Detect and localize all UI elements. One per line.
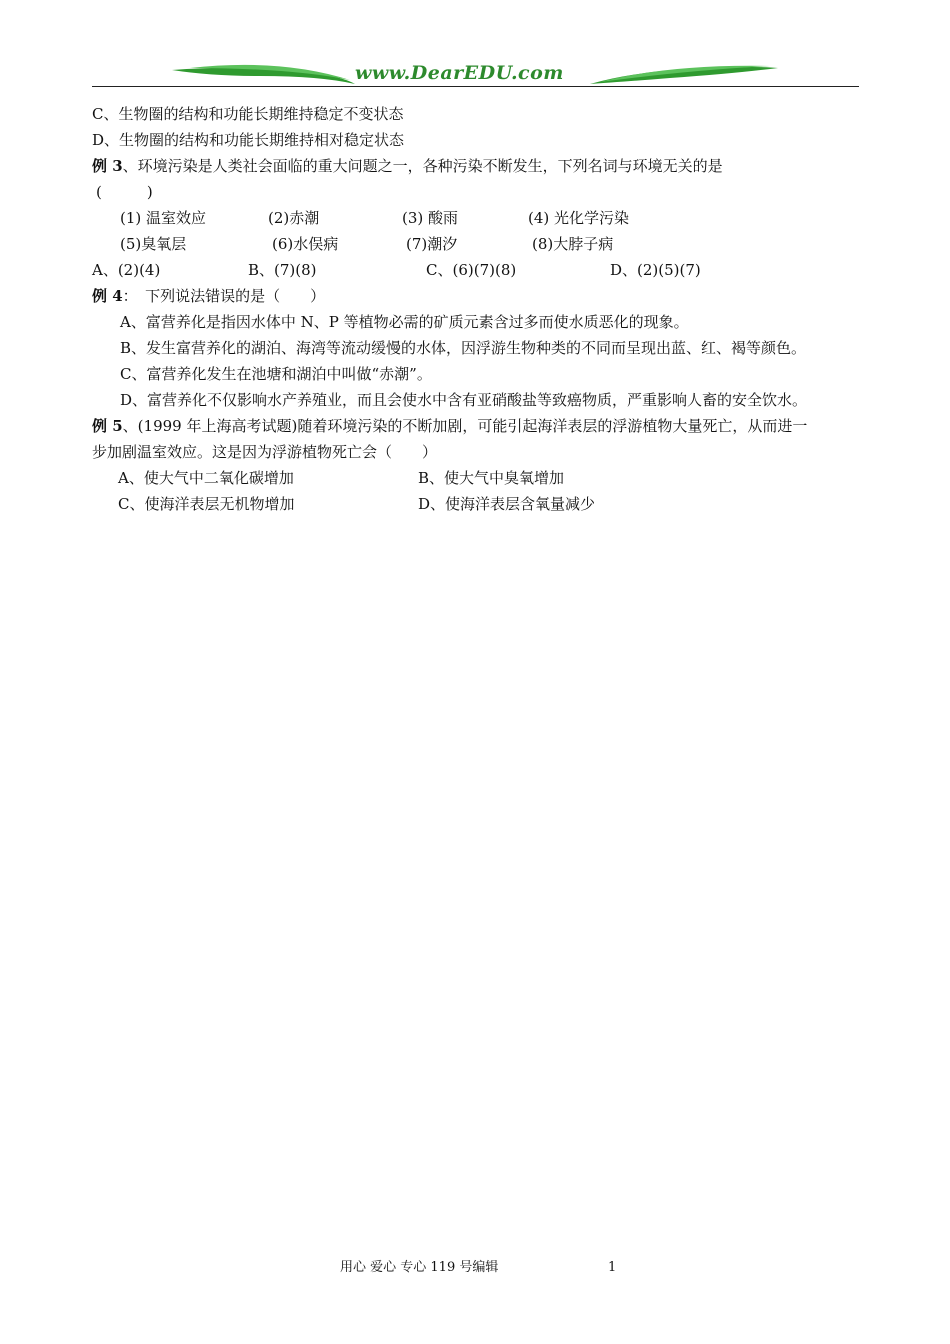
question-4-label: 例 4 [92, 287, 123, 305]
q4-option-b: B、发生富营养化的湖泊、海湾等流动缓慢的水体，因浮游生物种类的不同而呈现出蓝、红、褐等颜色。 [120, 339, 807, 357]
question-4-text: ： 下列说法错误的是（ ） [122, 287, 326, 305]
q4-option-a: A、富营养化是指因水体中 N、P 等植物必需的矿质元素含过多而使水质恶化的现象。 [120, 313, 689, 331]
q5-option-d: D、使海洋表层含氧量减少 [418, 495, 596, 513]
option-d-prev: D、生物圈的结构和功能长期维持相对稳定状态 [92, 131, 405, 149]
option-c-prev: C、生物圈的结构和功能长期维持稳定不变状态 [92, 105, 404, 123]
q3-option-b: B、(7)(8) [248, 261, 317, 279]
q5-option-b: B、使大气中臭氧增加 [418, 469, 565, 487]
q3-item-5: (5)臭氧层 [120, 235, 187, 253]
q3-option-c: C、(6)(7)(8) [426, 261, 517, 279]
header-rule [92, 86, 859, 87]
question-5-text-1: 、(1999 年上海高考试题)随着环境污染的不断加剧，可能引起海洋表层的浮游植物大量死亡，从而进一 [122, 417, 808, 435]
q5-option-a: A、使大气中二氧化碳增加 [118, 469, 294, 487]
footer-note: 用心 爱心 专心 119 号编辑 [340, 1260, 499, 1275]
q4-option-c: C、富营养化发生在池塘和湖泊中叫做“赤潮”。 [120, 365, 432, 383]
q3-item-4: (4) 光化学污染 [528, 209, 630, 227]
question-3-text: 、环境污染是人类社会面临的重大问题之一，各种污染不断发生，下列名词与环境无关的是 [122, 157, 723, 175]
question-3-label: 例 3 [92, 157, 123, 175]
q3-option-d: D、(2)(5)(7) [610, 261, 701, 279]
question-3 [92, 156, 859, 176]
q3-item-3: (3) 酸雨 [402, 209, 459, 227]
question-5-line-2: 步加剧温室效应。这是因为浮游植物死亡会（ ） [92, 443, 438, 461]
q3-item-8: (8)大脖子病 [532, 235, 614, 253]
question-4 [92, 286, 325, 306]
page-number: 1 [608, 1260, 617, 1275]
q3-option-a: A、(2)(4) [92, 261, 161, 279]
q5-option-c: C、使海洋表层无机物增加 [118, 495, 295, 513]
question-3-paren: ( ) [96, 183, 153, 201]
q3-item-1: (1) 温室效应 [120, 209, 207, 227]
q3-item-6: (6)水俣病 [272, 235, 339, 253]
q3-item-2: (2)赤潮 [268, 209, 320, 227]
header-logo-text: www.DearEDU.com [355, 62, 564, 84]
question-5-label: 例 5 [92, 417, 123, 435]
question-5-line-1 [92, 416, 807, 436]
q3-item-7: (7)潮汐 [406, 235, 458, 253]
q4-option-d: D、富营养化不仅影响水产养殖业，而且会使水中含有亚硝酸盐等致癌物质，严重影响人畜的安全饮水。 [120, 391, 808, 409]
